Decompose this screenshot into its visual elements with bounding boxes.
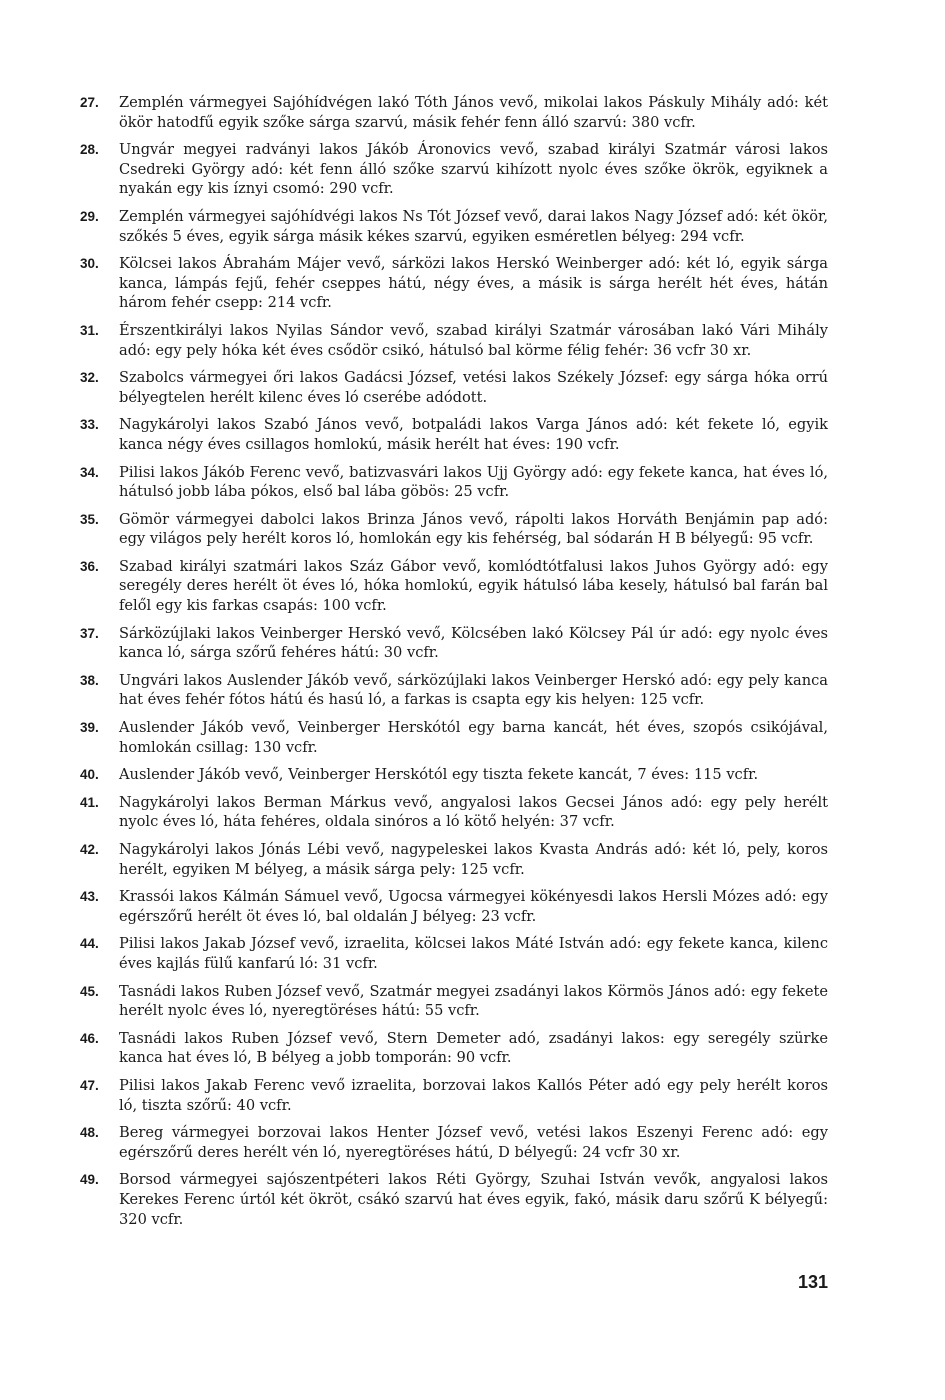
- list-item: [80, 415, 828, 454]
- list-item: [80, 671, 828, 710]
- entry-text: Nagykárolyi lakos Jónás Lébi vevő, nagypeleskei lakos Kvasta András adó: két ló, pely, koros herélt, egyiken M bélyeg, a másik sárga pely: 125 vcfr.: [119, 841, 828, 878]
- entry-text: Ungvári lakos Auslender Jákób vevő, sárközújlaki lakos Veinberger Herskó adó: egy pely kanca hat éves fehér fótos hátú és hasú ló, a farkas is csapta egy kis helyen: 125 vcfr.: [119, 671, 828, 709]
- entry-number: 29.: [80, 208, 99, 224]
- list-item: [80, 321, 828, 360]
- entry-number: 34.: [80, 464, 99, 480]
- entry-number: 36.: [80, 558, 99, 574]
- list-item: [80, 254, 828, 313]
- entry-list: [80, 93, 828, 1237]
- entry-text: Kölcsei lakos Ábrahám Májer vevő, sárközi lakos Herskó Weinberger adó: két ló, egyik sárga kanca, lámpás fejű, fehér cseppes hátú, négy éves, a másik is sárga herélt hét éves, hátán három fehér csepp: 214 vcfr.: [119, 255, 828, 312]
- list-item: [80, 793, 828, 832]
- list-item: [80, 1076, 828, 1115]
- entry-text: Zemplén vármegyei sajóhídvégi lakos Ns Tót József vevő, darai lakos Nagy József adó: két ökör, szőkés 5 éves, egyik sárga másik kékes szarvú, egyiken esméretlen bélyeg: 294 vcfr.: [119, 207, 828, 245]
- list-item: [80, 840, 828, 879]
- list-item: [80, 934, 828, 973]
- entry-number: 39.: [80, 720, 99, 736]
- list-item: [80, 93, 828, 132]
- entry-text: Pilisi lakos Jakab Ferenc vevő izraelita, borzovai lakos Kallós Péter adó egy pely herélt koros ló, tiszta szőrű: 40 vcfr.: [119, 1076, 828, 1114]
- list-item: [80, 510, 828, 549]
- entry-number: 46.: [80, 1030, 99, 1046]
- entry-text: Zemplén vármegyei Sajóhídvégen lakó Tóth János vevő, mikolai lakos Páskuly Mihály adó: két ökör hatodfű egyik szőke sárga szarvú, másik fehér fenn álló szarvú: 380 vcfr.: [119, 94, 828, 131]
- entry-number: 43.: [80, 889, 99, 905]
- list-item: [80, 1123, 828, 1162]
- list-item: [80, 463, 828, 502]
- entry-number: 37.: [80, 625, 99, 641]
- list-item: [80, 207, 828, 246]
- list-item: [80, 887, 828, 926]
- entry-text: Pilisi lakos Jakab József vevő, izraelita, kölcsei lakos Máté István adó: egy fekete kanca, kilenc éves kajlás fülű kanfarú ló: 31 vcfr.: [119, 935, 828, 972]
- list-item: [80, 140, 828, 199]
- list-item: [80, 765, 828, 785]
- entry-number: 28.: [80, 142, 99, 158]
- entry-text: Gömör vármegyei dabolci lakos Brinza János vevő, rápolti lakos Horváth Benjámin pap adó: egy világos pely herélt koros ló, homlokán egy kis fehérség, bal sódarán H B bélyegű: 95 vcfr.: [119, 510, 828, 548]
- entry-number: 38.: [80, 672, 99, 688]
- list-item: [80, 982, 828, 1021]
- entry-text: Ungvár megyei radványi lakos Jákób Áronovics vevő, szabad királyi Szatmár városi lakos Csedreki György adó: két fenn álló szőke szarvú kihízott nyolc éves szőke ökrök, egyiknek a nyakán egy kis íznyi csomó: 290 vcfr.: [119, 141, 828, 198]
- entry-number: 42.: [80, 842, 99, 857]
- entry-number: 33.: [80, 417, 99, 433]
- list-item: [80, 1170, 828, 1229]
- entry-text: Tasnádi lakos Ruben József vevő, Stern Demeter adó, zsadányi lakos: egy seregély szürke kanca hat éves ló, B bélyeg a jobb tomporán: 90 vcfr.: [119, 1029, 828, 1067]
- entry-number: 27.: [80, 95, 99, 110]
- entry-text: Érszentkirályi lakos Nyilas Sándor vevő, szabad királyi Szatmár városában lakó Vári Mihály adó: egy pely hóka két éves csődör csikó, hátulsó bal körme félig fehér: 36 vcfr 30 xr.: [119, 321, 828, 359]
- entry-number: 32.: [80, 370, 99, 386]
- page-number: 131: [797, 1272, 828, 1292]
- entry-text: Auslender Jákób vevő, Veinberger Herskótól egy tiszta fekete kancát, 7 éves: 115 vcfr.: [119, 766, 759, 784]
- entry-text: Krassói lakos Kálmán Sámuel vevő, Ugocsa vármegyei kökényesdi lakos Hersli Mózes adó: egy egérszőrű herélt öt éves ló, bal oldalán J bélyeg: 23 vcfr.: [119, 888, 828, 925]
- entry-number: 47.: [80, 1077, 99, 1093]
- entry-text: Nagykárolyi lakos Szabó János vevő, botpaládi lakos Varga János adó: két fekete ló, egyik kanca négy éves csillagos homlokú, másik herélt hat éves: 190 vcfr.: [119, 416, 828, 453]
- list-item: [80, 557, 828, 616]
- list-item: [80, 718, 828, 757]
- entry-text: Nagykárolyi lakos Berman Márkus vevő, angyalosi lakos Gecsei János adó: egy pely herélt nyolc éves ló, háta fehéres, oldala sinóros a ló kötő helyén: 37 vcfr.: [119, 793, 828, 831]
- entry-text: Borsod vármegyei sajószentpéteri lakos Réti György, Szuhai István vevők, angyalosi lakos Kerekes Ferenc úrtól két ökröt, csákó szarvú hat éves egyik, fakó, másik daru szőrű K bélyegű: 320 vcfr.: [119, 1171, 828, 1228]
- entry-text: Auslender Jákób vevő, Veinberger Herskótól egy barna kancát, hét éves, szopós csikójával, homlokán csillag: 130 vcfr.: [119, 719, 828, 756]
- list-item: [80, 624, 828, 663]
- entry-number: 31.: [80, 322, 99, 338]
- list-item: [80, 1029, 828, 1068]
- entry-text: Szabad királyi szatmári lakos Száz Gábor vevő, komlódtótfalusi lakos Juhos György adó: egy seregély deres herélt öt éves ló, hóka homlokú, egyik hátulsó lába kesely, hátulsó bal farán bal felől egy kis farkas csapás: 100 vcfr.: [119, 557, 828, 615]
- entry-text: Pilisi lakos Jákób Ferenc vevő, batizvasvári lakos Ujj György adó: egy fekete kanca, hat éves ló, hátulsó jobb lába pókos, első bal lába göbös: 25 vcfr.: [119, 463, 828, 501]
- entry-text: Tasnádi lakos Ruben József vevő, Szatmár megyei zsadányi lakos Körmös János adó: egy fekete herélt nyolc éves ló, nyeregtöréses hátú: 55 vcfr.: [119, 982, 828, 1020]
- entry-number: 40.: [80, 767, 99, 783]
- entry-text: Bereg vármegyei borzovai lakos Henter József vevő, vetési lakos Eszenyi Ferenc adó: egy egérszőrű deres herélt vén ló, nyeregtöréses hátú, D bélyegű: 24 vcfr 30 xr.: [119, 1124, 828, 1161]
- entry-text: Szabolcs vármegyei őri lakos Gadácsi József, vetési lakos Székely József: egy sárga hóka orrú bélyegtelen herélt kilenc éves ló cserébe adódott.: [119, 369, 828, 406]
- entry-number: 41.: [80, 794, 99, 810]
- entry-number: 49.: [80, 1172, 99, 1188]
- entry-text: Sárközújlaki lakos Veinberger Herskó vevő, Kölcsében lakó Kölcsey Pál úr adó: egy nyolc éves kanca ló, sárga szőrű fehéres hátú: 30 vcfr.: [119, 624, 828, 662]
- entry-number: 35.: [80, 511, 99, 527]
- entry-number: 45.: [80, 983, 99, 999]
- list-item: [80, 368, 828, 407]
- entry-number: 30.: [80, 256, 99, 272]
- entry-number: 48.: [80, 1125, 99, 1141]
- entry-number: 44.: [80, 936, 99, 952]
